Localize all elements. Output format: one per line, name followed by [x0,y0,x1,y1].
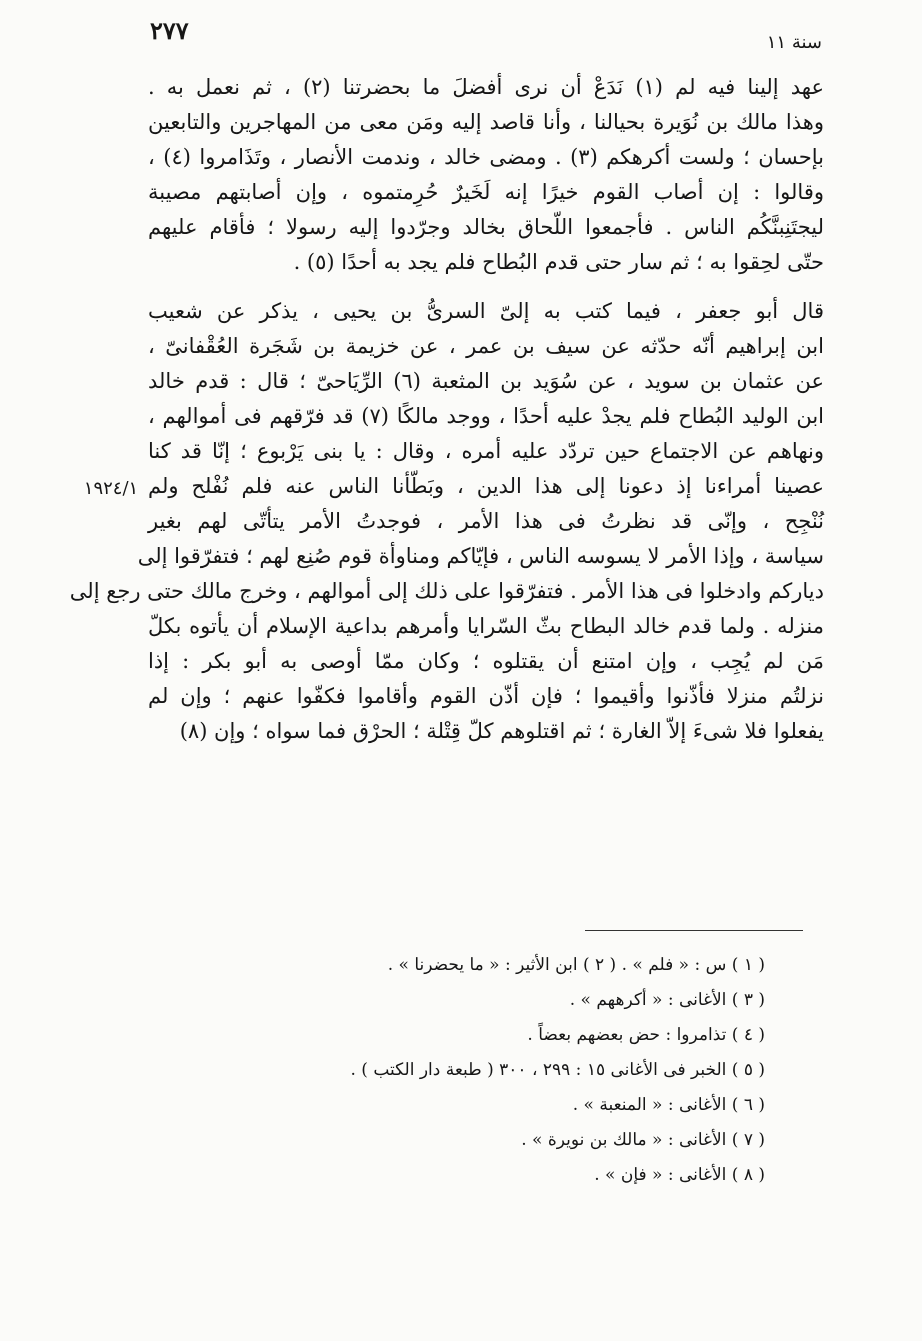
text-line: دياركم وادخلوا فى هذا الأمر . فتفرّقوا على ذلك إلى أموالهم ، وخرج مالك حتى رجع إلى [69,579,824,603]
text-line: مَن لم يُجِب ، وإن امتنع أن يقتلوه ؛ وكان ممّا أوصى به أبو بكر : إذا [148,649,824,673]
text-line: ونهاهم عن الاجتماع حين تردّد عليه أمره ، وقال : يا بنى يَرْبوع ؛ إنّا قد كنا [148,439,824,463]
text-line: عصينا أمراءنا إذ دعونا إلى هذا الدين ، وبَطّأنا الناس عنه فلم نُفْلح ولم [148,474,824,498]
text-line: ليجتَنِبنَّكُم الناس . فأجمعوا اللّحاق بخالد وجرّدوا إليه رسولا ؛ فأقام عليهم [148,215,824,239]
text-line: نزلتُم منزلا فأذّنوا وأقيموا ؛ فإن أذّن القوم وأقاموا فكفّوا عنهم ؛ وإن لم [148,684,824,708]
footnote: ( ٤ ) تذامروا : حض بعضهم بعضاً . [527,1025,765,1045]
text-line: يفعلوا فلا شىءَ إلاّ الغارة ؛ ثم اقتلوهم كلّ قِتْلة ؛ الحرْق فما سواه ؛ وإن (٨) [179,719,824,743]
margin-reference: ١٩٢٤/١ [83,478,139,499]
text-line: ابن الوليد البُطاح فلم يجدْ عليه أحدًا ، ووجد مالكًا (٧) قد فرّقهم فى أموالهم ، [148,404,824,428]
text-line: وهذا مالك بن نُوَيرة بحيالنا ، وأنا قاصد إليه ومَن معى من المهاجرين والتابعين [148,110,824,134]
footnotes [220,948,765,1193]
footnote: ( ٧ ) الأغانى : « مالك بن نويرة » . [521,1130,765,1150]
text-line: وقالوا : إن أصاب القوم خيرًا إنه لَخَيرٌ حُرِمتموه ، وإن أصابتهم مصيبة [148,180,824,204]
footnote: ( ٥ ) الخبر فى الأغانى ١٥ : ٢٩٩ ، ٣٠٠ ( طبعة دار الكتب ) . [350,1060,765,1080]
footnote-separator [585,930,803,931]
text-line: منزله . ولما قدم خالد البطاح بثّ السّرايا وأمرهم بداعية الإسلام أن يأتوه بكلّ [148,614,824,638]
text-line: ابن إبراهيم أنّه حدّثه عن سيف بن عمر ، عن خزيمة بن شَجَرة العُقْفانىّ ، [148,334,824,358]
text-line: بإحسان ؛ ولست أكرهكم (٣) . ومضى خالد ، وندمت الأنصار ، وتَذَامروا (٤) ، [148,145,824,169]
text-line: حتّى لحِقوا به ؛ ثم سار حتى قدم البُطاح فلم يجد به أحدًا (٥) . [293,250,824,274]
text-line: عن عثمان بن سويد ، عن سُوَيد بن المثعبة (٦) الرِّيَاحىّ ؛ قال : قدم خالد [148,369,824,393]
page-number: ٢٧٧ [150,16,189,45]
paragraph-1 [148,70,824,280]
text-line: عهد إلينا فيه لم (١) نَدَعْ أن نرى أفضلَ ما بحضرتنا (٢) ، ثم نعمل به . [148,75,824,99]
text-line: سياسة ، وإذا الأمر لا يسوسه الناس ، فإيّاكم ومناوأة قوم صُنِع لهم ؛ فتفرّقوا إلى [137,544,824,568]
running-head: سنة ١١ [766,32,822,53]
footnote: ( ١ ) س : « فلم » . ( ٢ ) ابن الأثير : « ما يحضرنا » . [387,955,765,975]
footnote: ( ٦ ) الأغانى : « المنعبة » . [572,1095,765,1115]
footnote: ( ٨ ) الأغانى : « فإن » . [594,1165,765,1185]
text-line: نُنْجِح ، وإنّى قد نظرتُ فى هذا الأمر ، فوجدتُ الأمر يتأتّى لهم بغير [148,509,824,533]
footnote: ( ٣ ) الأغانى : « أكرههم » . [569,990,765,1010]
text-line: قال أبو جعفر ، فيما كتب به إلىّ السرىُّ بن يحيى ، يذكر عن شعيب [148,299,824,323]
